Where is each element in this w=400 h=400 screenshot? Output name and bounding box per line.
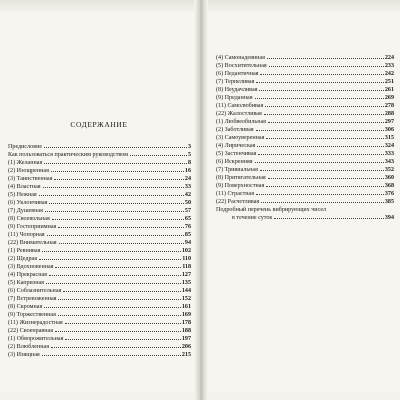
- toc-entry: [8, 271, 191, 279]
- dot-leader: [49, 275, 181, 276]
- toc-entry-title: (6) Искренняя: [216, 159, 253, 166]
- toc-entry: [8, 143, 191, 151]
- dot-leader: [266, 186, 384, 187]
- dot-leader: [269, 66, 384, 67]
- toc-entry-title: (11) Страстная: [216, 191, 255, 198]
- toc-entry-page-number: 16: [184, 168, 191, 175]
- toc-entry-page-number: 118: [182, 264, 191, 271]
- dot-leader: [65, 323, 181, 324]
- toc-entry-page-number: 94: [184, 240, 191, 247]
- dot-leader: [51, 171, 184, 172]
- dot-leader: [268, 122, 384, 123]
- toc-entry-page-number: 343: [384, 159, 394, 166]
- toc-entry: [8, 223, 191, 231]
- toc-entry-title: (22) Своенравная: [8, 328, 54, 335]
- dot-leader: [49, 203, 184, 204]
- dot-leader: [258, 154, 384, 155]
- toc-entry: [216, 198, 394, 206]
- toc-entry-page-number: 324: [384, 143, 394, 150]
- dot-leader: [59, 243, 184, 244]
- toc-entry: [8, 191, 191, 199]
- toc-entry: [216, 158, 394, 166]
- toc-entry: [8, 311, 191, 319]
- toc-entry: [216, 182, 394, 190]
- dot-leader: [51, 347, 181, 348]
- toc-entry-page-number: 135: [181, 280, 191, 287]
- toc-entry-page-number: 251: [384, 79, 394, 86]
- toc-entry: [8, 351, 191, 359]
- toc-entry: [216, 94, 394, 102]
- toc-entry: [216, 150, 394, 158]
- dot-leader: [267, 58, 384, 59]
- toc-entry-page-number: 50: [184, 200, 191, 207]
- dot-leader: [256, 194, 384, 195]
- toc-entry-page-number: 33: [184, 184, 191, 191]
- dot-leader: [255, 98, 384, 99]
- toc-entry-title: (8) Притягательная: [216, 175, 266, 182]
- toc-entry-title: (3) Вдохновенная: [8, 264, 54, 271]
- dot-leader: [39, 259, 181, 260]
- toc-entry-page-number: 169: [181, 312, 191, 319]
- toc-entry-page-number: 65: [184, 216, 191, 223]
- toc-entry-page-number: 315: [384, 135, 394, 142]
- toc-entry-page-number: 85: [184, 232, 191, 239]
- toc-entry: [216, 126, 394, 134]
- toc-right-column: [216, 54, 394, 222]
- dot-leader: [256, 82, 383, 83]
- dot-leader: [58, 299, 180, 300]
- toc-entry-title: (11) Самолюбивая: [216, 103, 264, 110]
- dot-leader: [259, 90, 383, 91]
- dot-leader: [55, 267, 181, 268]
- toc-entry: [8, 247, 191, 255]
- toc-entry: [8, 343, 191, 351]
- toc-entry: [216, 214, 394, 222]
- toc-entry-page-number: 161: [181, 304, 191, 311]
- toc-entry: [8, 167, 191, 175]
- toc-entry-page-number: 242: [384, 71, 394, 78]
- toc-entry-page-number: 278: [384, 103, 394, 110]
- toc-entry-title: (2) Щедрая: [8, 256, 38, 263]
- dot-leader: [54, 179, 184, 180]
- dot-leader: [42, 355, 181, 356]
- toc-entry: [216, 78, 394, 86]
- dot-leader: [55, 331, 181, 332]
- toc-entry-page-number: 57: [184, 208, 191, 215]
- toc-entry-title: (9) Торжественная: [8, 312, 56, 319]
- toc-entry: [216, 142, 394, 150]
- toc-entry: [8, 279, 191, 287]
- toc-entry: [8, 183, 191, 191]
- toc-entry-page-number: 152: [181, 296, 191, 303]
- toc-entry-title: Подробный перечень вибрирующих чисел: [216, 207, 327, 214]
- dot-leader: [45, 211, 184, 212]
- toc-entry-page-number: 385: [384, 199, 394, 206]
- toc-entry: [216, 118, 394, 126]
- toc-entry-page-number: 297: [384, 119, 394, 126]
- toc-entry-page-number: 110: [182, 256, 191, 263]
- toc-entry-title: Предисловие: [8, 144, 43, 150]
- toc-entry-title: (7) Тривиальная: [216, 167, 258, 174]
- toc-entry: [8, 231, 191, 239]
- toc-entry: [216, 110, 394, 118]
- toc-entry: [8, 295, 191, 303]
- toc-entry-page-number: 24: [184, 176, 191, 183]
- toc-entry-page-number: 188: [181, 328, 191, 335]
- toc-entry: [216, 174, 394, 182]
- toc-entry-title: (4) Лирическая: [216, 143, 256, 150]
- toc-entry: [8, 327, 191, 335]
- dot-leader: [264, 114, 384, 115]
- toc-entry-title: (6) Соблазнительная: [8, 288, 62, 295]
- toc-entry-title: (1) Любвеобильная: [216, 119, 266, 126]
- toc-entry: [8, 303, 191, 311]
- dot-leader: [58, 227, 184, 228]
- toc-entry: [8, 199, 191, 207]
- dot-leader: [44, 307, 181, 308]
- toc-entry: [8, 207, 191, 215]
- toc-entry-title: (7) Встревоженная: [8, 296, 57, 303]
- toc-entry: [216, 206, 394, 214]
- toc-entry-title: (3) Изящная: [8, 352, 40, 359]
- toc-entry-page-number: 394: [384, 215, 394, 222]
- toc-entry-page-number: 306: [384, 127, 394, 134]
- toc-entry: [8, 335, 191, 343]
- toc-entry: [216, 70, 394, 78]
- toc-entry-title: (5) Восхитительная: [216, 63, 267, 70]
- toc-entry: [216, 86, 394, 94]
- toc-entry-page-number: 178: [181, 320, 191, 327]
- toc-entry-title: (22) Внимательная: [8, 240, 57, 247]
- dot-leader: [130, 155, 187, 156]
- toc-entry: [8, 239, 191, 247]
- toc-entry-title: (8) Скромная: [8, 304, 43, 311]
- toc-entry-page-number: 288: [384, 111, 394, 118]
- toc-left-column: [8, 143, 191, 359]
- toc-entry: [8, 319, 191, 327]
- book-gutter: [194, 0, 208, 400]
- dot-leader: [63, 291, 181, 292]
- toc-entry-page-number: 352: [384, 167, 394, 174]
- dot-leader: [46, 283, 181, 284]
- toc-entry-page-number: 42: [184, 192, 191, 199]
- toc-entry: [8, 151, 191, 159]
- toc-entry-title: (7) Терпеливая: [216, 79, 255, 86]
- toc-entry-page-number: 233: [384, 63, 394, 70]
- toc-entry-title: (2) Влюбленная: [8, 344, 50, 351]
- dot-leader: [261, 202, 384, 203]
- toc-entry-page-number: 376: [384, 191, 394, 198]
- toc-entry-page-number: 333: [384, 151, 394, 158]
- toc-entry: [8, 159, 191, 167]
- toc-entry-title: (1) Обворожительная: [8, 336, 64, 343]
- dot-leader: [256, 130, 384, 131]
- toc-entry-title: (5) Застенчивая: [216, 151, 257, 158]
- toc-entry-title: (4) Самонадеянная: [216, 55, 265, 61]
- toc-entry-page-number: 368: [384, 183, 394, 190]
- dot-leader: [44, 147, 187, 148]
- dot-leader: [39, 195, 184, 196]
- toc-entry-title: (11) Жизнерадостная: [8, 320, 63, 327]
- dot-leader: [58, 315, 181, 316]
- toc-entry-title: (4) Прекрасная: [8, 272, 47, 279]
- toc-entry: [216, 134, 394, 142]
- toc-entry: [8, 287, 191, 295]
- toc-entry: [216, 62, 394, 70]
- dot-leader: [260, 170, 384, 171]
- dot-leader: [274, 218, 383, 219]
- dot-leader: [47, 235, 184, 236]
- toc-entry: [216, 102, 394, 110]
- toc-entry-page-number: 269: [384, 95, 394, 102]
- toc-entry-title: в течение суток: [232, 215, 273, 222]
- toc-entry-title: (1) Ревнивая: [8, 248, 41, 255]
- dot-leader: [44, 163, 187, 164]
- dot-leader: [52, 219, 184, 220]
- dot-leader: [260, 74, 383, 75]
- toc-entry-title: (7) Душевная: [8, 208, 43, 215]
- dot-leader: [257, 146, 384, 147]
- toc-entry-page-number: 261: [384, 87, 394, 94]
- toc-entry-page-number: 224: [384, 55, 394, 61]
- dot-leader: [266, 138, 383, 139]
- toc-entry-page-number: 5: [187, 152, 191, 159]
- toc-entry-page-number: 76: [184, 224, 191, 231]
- toc-entry-page-number: 3: [187, 144, 191, 150]
- toc-entry: [8, 175, 191, 183]
- toc-entry-title: (3) Таинственная: [8, 176, 53, 183]
- toc-entry-title: (4) Властная: [8, 184, 41, 191]
- toc-entry-title: (8) Неудачливая: [216, 87, 258, 94]
- toc-entry-title: (5) Капризная: [8, 280, 44, 287]
- dot-leader: [268, 178, 384, 179]
- toc-entry-page-number: 197: [181, 336, 191, 343]
- toc-entry-title: (9) Гостеприимная: [8, 224, 57, 231]
- toc-entry-title: (5) Нежная: [8, 192, 37, 199]
- toc-entry-title: (6) Педантичная: [216, 71, 259, 78]
- toc-entry-page-number: 102: [181, 248, 191, 255]
- toc-entry-page-number: 360: [384, 175, 394, 182]
- toc-entry-title: (2) Заботливая: [216, 127, 254, 134]
- toc-entry: [216, 190, 394, 198]
- dot-leader: [42, 251, 181, 252]
- toc-entry-title: (22) Жалостливая: [216, 111, 262, 118]
- toc-entry: [216, 166, 394, 174]
- contents-heading: СОДЕРЖАНИЕ: [70, 120, 128, 129]
- toc-entry-title: (1) Желанная: [8, 160, 43, 167]
- toc-entry-title: (8) Своевольная: [8, 216, 50, 223]
- toc-entry-title: (22) Расчетливая: [216, 199, 260, 206]
- dot-leader: [65, 339, 180, 340]
- dot-leader: [43, 187, 184, 188]
- toc-entry-title: (2) Изощренная: [8, 168, 49, 175]
- toc-entry: [8, 255, 191, 263]
- toc-entry-page-number: 206: [181, 344, 191, 351]
- toc-entry-page-number: 8: [187, 160, 191, 167]
- toc-entry: [8, 263, 191, 271]
- toc-entry: [216, 54, 394, 62]
- toc-entry-title: (9) Поверхностная: [216, 183, 265, 190]
- toc-entry-title: (11) Чопорная: [8, 232, 45, 239]
- dot-leader: [255, 162, 384, 163]
- toc-entry-title: (3) Самоуверенная: [216, 135, 265, 142]
- toc-entry: [8, 215, 191, 223]
- dot-leader: [265, 106, 384, 107]
- toc-entry-title: Как пользоваться практическим руководством: [8, 152, 129, 159]
- toc-entry-page-number: 144: [181, 288, 191, 295]
- toc-entry-page-number: 127: [181, 272, 191, 279]
- toc-entry-title: (6) Уклончивая: [8, 200, 48, 207]
- toc-entry-page-number: 215: [181, 352, 191, 359]
- toc-entry-title: (9) Преданная: [216, 95, 253, 102]
